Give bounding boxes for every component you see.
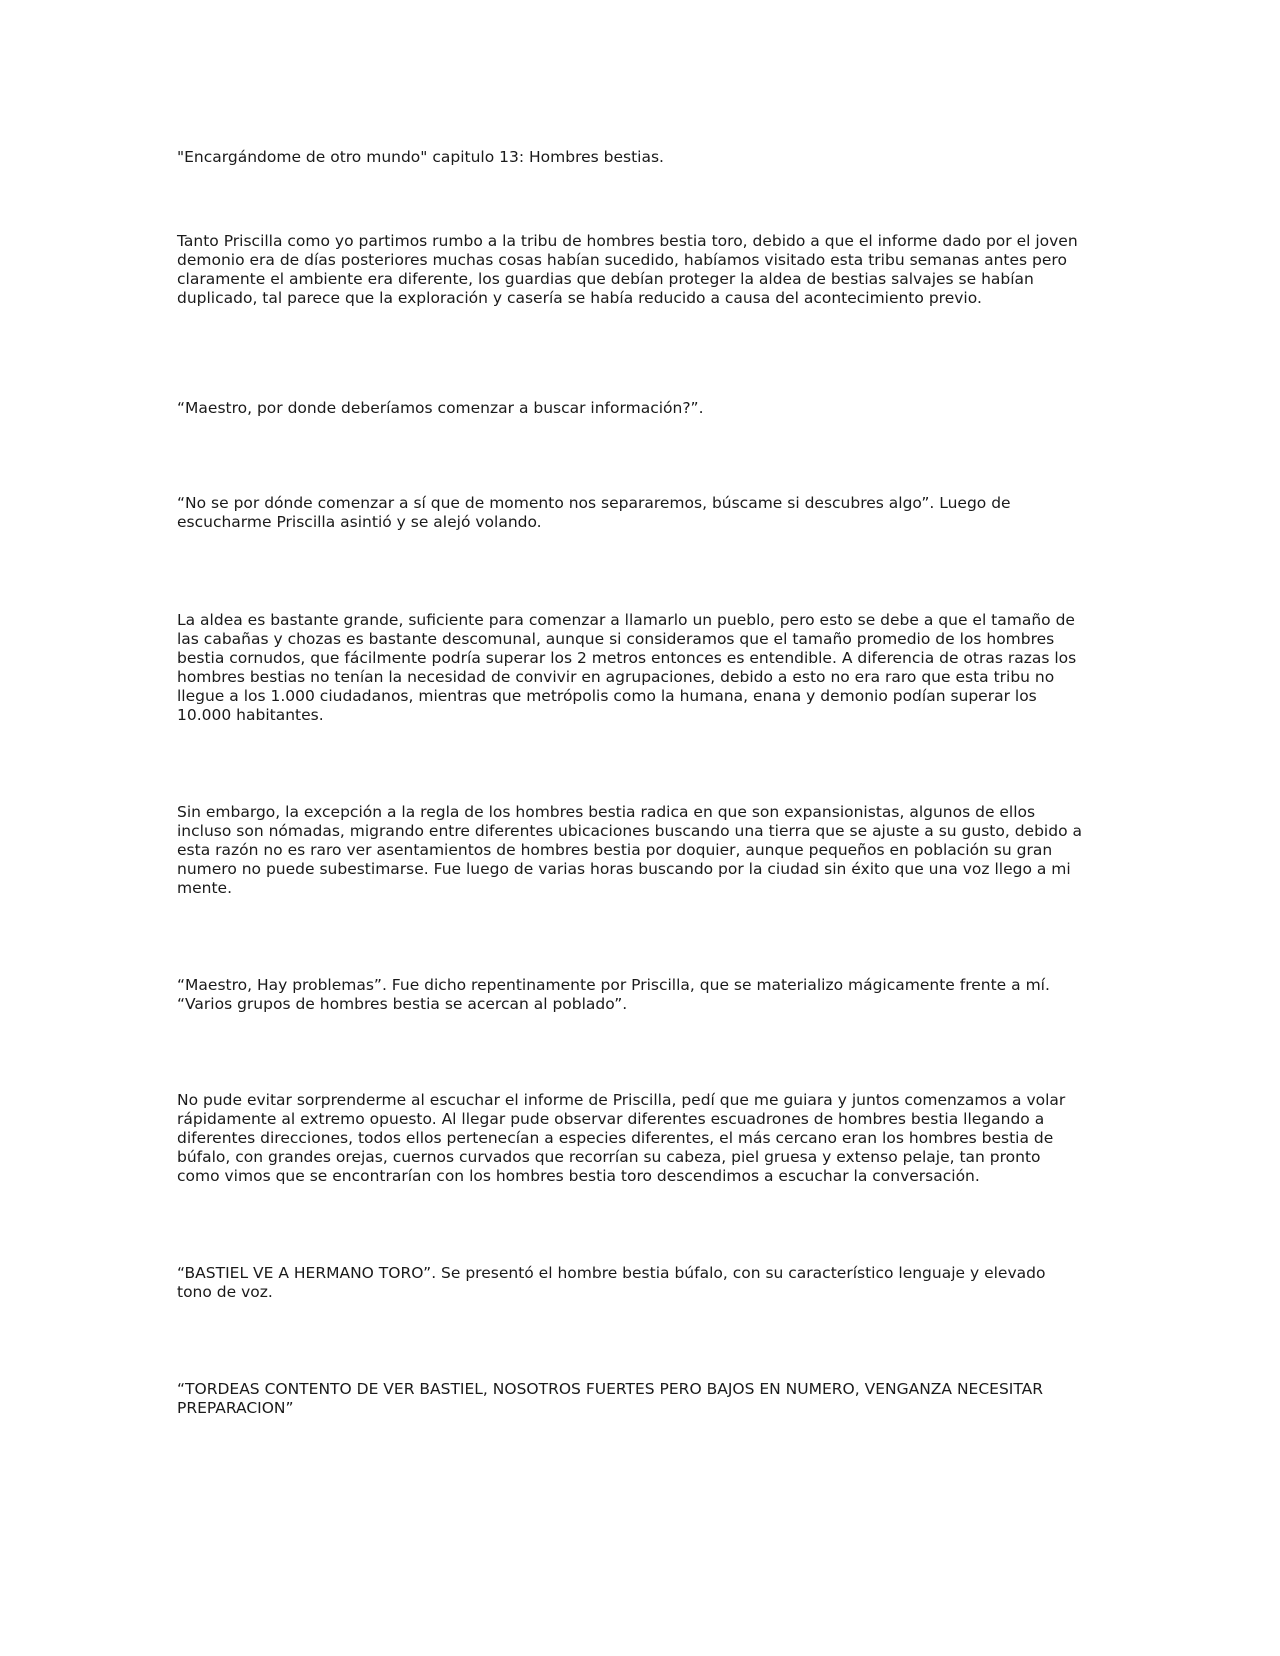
paragraph-3 bbox=[177, 494, 1102, 532]
text-line: claramente el ambiente era diferente, los guardias que debían proteger la aldea de bestias salvajes se habían bbox=[177, 270, 1034, 288]
text-line: PREPARACION” bbox=[177, 1399, 294, 1417]
paragraph-6 bbox=[177, 976, 1102, 1014]
text-line: Tanto Priscilla como yo partimos rumbo a la tribu de hombres bestia toro, debido a que el informe dado por el joven bbox=[177, 232, 1078, 250]
text-line: demonio era de días posteriores muchas cosas habían sucedido, habíamos visitado esta tribu semanas antes pero bbox=[177, 251, 1067, 269]
text-line: búfalo, con grandes orejas, cuernos curvados que recorrían su cabeza, piel gruesa y extenso pelaje, tan pronto bbox=[177, 1148, 1041, 1166]
text-line: La aldea es bastante grande, suficiente para comenzar a llamarlo un pueblo, pero esto se debe a que el tamaño de bbox=[177, 611, 1075, 629]
text-line: esta razón no es raro ver asentamientos de hombres bestia por doquier, aunque pequeños en población su gran bbox=[177, 841, 1053, 859]
text-line: “BASTIEL VE A HERMANO TORO”. Se presentó el hombre bestia búfalo, con su característico lenguaje y elevado bbox=[177, 1264, 1046, 1282]
text-line: “No se por dónde comenzar a sí que de momento nos separaremos, búscame si descubres algo”. Luego de bbox=[177, 494, 1011, 512]
text-line: escucharme Priscilla asintió y se alejó volando. bbox=[177, 513, 542, 531]
text-line: duplicado, tal parece que la exploración y casería se había reducido a causa del acontecimiento previo. bbox=[177, 289, 982, 307]
text-line: como vimos que se encontrarían con los hombres bestia toro descendimos a escuchar la conversación. bbox=[177, 1167, 980, 1185]
text-line: bestia cornudos, que fácilmente podría superar los 2 metros entonces es entendible. A diferencia de otras razas los bbox=[177, 649, 1077, 667]
paragraph-4 bbox=[177, 611, 1102, 725]
document-title bbox=[177, 148, 1102, 167]
text-line: 10.000 habitantes. bbox=[177, 706, 324, 724]
text-line: “TORDEAS CONTENTO DE VER BASTIEL, NOSOTROS FUERTES PERO BAJOS EN NUMERO, VENGANZA NECESITAR bbox=[177, 1380, 1044, 1398]
text-line: llegue a los 1.000 ciudadanos, mientras que metrópolis como la humana, enana y demonio podían superar los bbox=[177, 687, 1037, 705]
text-line: hombres bestias no tenían la necesidad de convivir en agrupaciones, debido a esto no era raro que esta tribu no bbox=[177, 668, 1055, 686]
text-line: las cabañas y chozas es bastante descomunal, aunque si consideramos que el tamaño promedio de los hombres bbox=[177, 630, 1055, 648]
text-line: mente. bbox=[177, 879, 232, 897]
paragraph-9 bbox=[177, 1380, 1102, 1418]
text-line: diferentes direcciones, todos ellos pertenecían a especies diferentes, el más cercano eran los hombres bestia de bbox=[177, 1129, 1054, 1147]
text-line: incluso son nómadas, migrando entre diferentes ubicaciones buscando una tierra que se ajuste a su gusto, debido a bbox=[177, 822, 1082, 840]
paragraph-1 bbox=[177, 232, 1102, 308]
text-line: “Maestro, por donde deberíamos comenzar a buscar información?”. bbox=[177, 399, 704, 417]
paragraph-8 bbox=[177, 1264, 1102, 1302]
text-line: “Varios grupos de hombres bestia se acercan al poblado”. bbox=[177, 995, 628, 1013]
text-line: rápidamente al extremo opuesto. Al llegar pude observar diferentes escuadrones de hombres bestia llegando a bbox=[177, 1110, 1045, 1128]
paragraph-5 bbox=[177, 803, 1102, 898]
text-line: tono de voz. bbox=[177, 1283, 273, 1301]
text-line: "Encargándome de otro mundo" capitulo 13: Hombres bestias. bbox=[177, 148, 664, 166]
text-line: No pude evitar sorprenderme al escuchar el informe de Priscilla, pedí que me guiara y juntos comenzamos a volar bbox=[177, 1091, 1066, 1109]
paragraph-2 bbox=[177, 399, 1102, 418]
text-line: numero no puede subestimarse. Fue luego de varias horas buscando por la ciudad sin éxito que una voz llego a mi bbox=[177, 860, 1071, 878]
text-line: “Maestro, Hay problemas”. Fue dicho repentinamente por Priscilla, que se materializo mágicamente frente a mí. bbox=[177, 976, 1050, 994]
text-line: Sin embargo, la excepción a la regla de los hombres bestia radica en que son expansionistas, algunos de ellos bbox=[177, 803, 1036, 821]
paragraph-7 bbox=[177, 1091, 1102, 1186]
